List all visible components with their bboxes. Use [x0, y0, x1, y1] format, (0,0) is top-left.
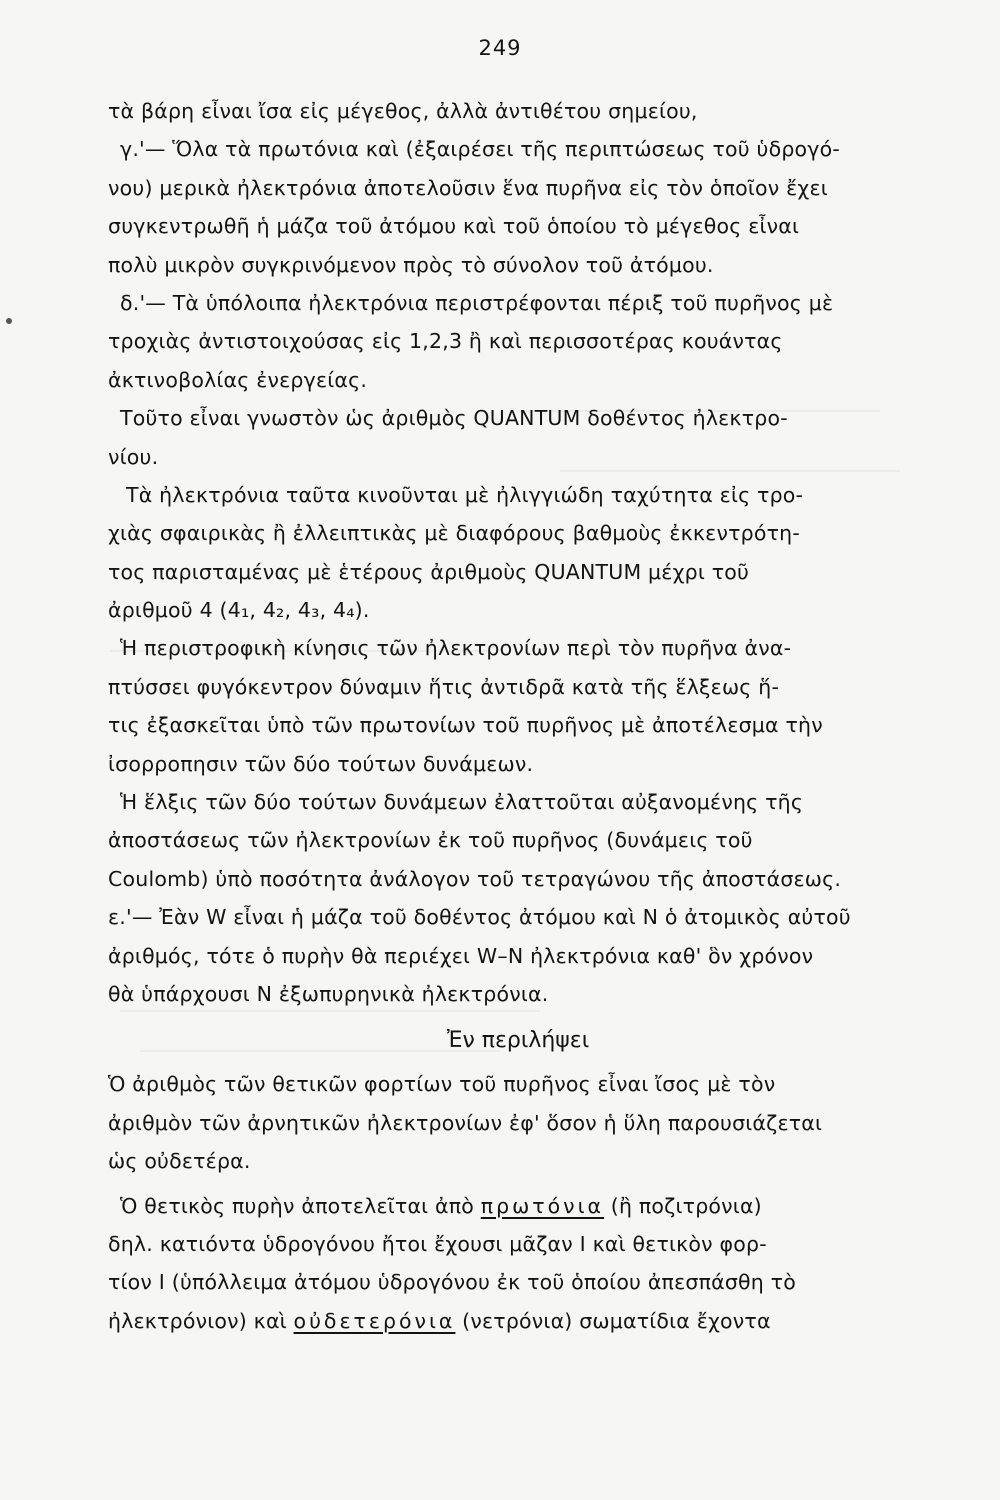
text-line: ἀριθμοῦ 4 (4₁, 4₂, 4₃, 4₄). [108, 598, 370, 623]
text-line: συγκεντρωθῆ ἡ μάζα τοῦ ἀτόμου καὶ τοῦ ὁποίου τὸ μέγεθος εἶναι [108, 214, 800, 239]
final-line: δηλ. κατιόντα ὑδρογόνου ἤτοι ἔχουσι μᾶζαν I καὶ θετικὸν φορ- [108, 1231, 767, 1256]
text-line: Coulomb) ὑπὸ ποσότητα ἀνάλογον τοῦ τετραγώνου τῆς ἀποστάσεως. [108, 866, 842, 891]
underlined-term-protonia: πρωτόνια [480, 1193, 605, 1218]
text-line: χιὰς σφαιρικὰς ἢ ἐλλειπτικὰς μὲ διαφόρους βαθμοὺς ἐκκεντρότη- [108, 521, 800, 546]
page-number: 249 [478, 36, 522, 60]
text-line: τις ἐξασκεῖται ὑπὸ τῶν πρωτονίων τοῦ πυρῆνος μὲ ἀποτέλεσμα τὴν [108, 713, 823, 738]
text-line: Ἡ περιστροφικὴ κίνησις τῶν ἠλεκτρονίων περὶ τὸν πυρῆνα ἀνα- [120, 636, 792, 661]
text-line: γ.'— Ὅλα τὰ πρωτόνια καὶ (ἐξαιρέσει τῆς περιπτώσεως τοῦ ὑδρογό- [120, 137, 840, 162]
final-line-text: (νετρόνια) σωματίδια ἔχοντα [462, 1308, 771, 1333]
final-line-text: (ἢ ποζιτρόνια) [610, 1193, 762, 1218]
text-line: ἀκτινοβολίας ἐνεργείας. [108, 367, 368, 392]
text-line: ε.'— Ἐὰν W εἶναι ἡ μάζα τοῦ δοθέντος ἀτόμου καὶ N ὁ ἀτομικὸς αὐτοῦ [108, 905, 851, 930]
text-line: τὰ βάρη εἶναι ἴσα εἰς μέγεθος, ἀλλὰ ἀντιθέτου σημείου, [108, 99, 698, 123]
text-line: θὰ ὑπάρχουσι N ἐξωπυρηνικὰ ἠλεκτρόνια. [108, 981, 549, 1006]
text-line: ἰσορροπησιν τῶν δύο τούτων δυνάμεων. [108, 751, 534, 776]
final-line-text: Ὁ θετικὸς πυρὴν ἀποτελεῖται ἀπὸ [120, 1193, 475, 1218]
final-line: τίον I (ὑπόλλειμα ἀτόμου ὑδρογόνου ἐκ τοῦ ὁποίου ἀπεσπάσθη τὸ [108, 1270, 796, 1295]
text-line: ἀριθμός, τότε ὁ πυρὴν θὰ περιέχει W–N ἠλεκτρόνια καθ' ὃν χρόνον [108, 943, 814, 968]
summary-line: Ὁ ἀριθμὸς τῶν θετικῶν φορτίων τοῦ πυρῆνος εἶναι ἴσος μὲ τὸν [108, 1072, 776, 1097]
text-line: Τὰ ἠλεκτρόνια ταῦτα κινοῦνται μὲ ἠλιγγιώδη ταχύτητα εἰς τρο- [126, 482, 804, 507]
text-line: Ἡ ἕλξις τῶν δύο τούτων δυνάμεων ἐλαττοῦται αὐξανομένης τῆς [120, 790, 804, 815]
final-line-text: ἠλεκτρόνιον) καὶ [108, 1308, 287, 1333]
text-line: νου) μερικὰ ἠλεκτρόνια ἀποτελοῦσιν ἕνα πυρῆνα εἰς τὸν ὁποῖον ἔχει [108, 175, 828, 200]
text-line: ἀποστάσεως τῶν ἠλεκτρονίων ἐκ τοῦ πυρῆνος (δυνάμεις τοῦ [108, 828, 753, 853]
summary-line: ἀριθμὸν τῶν ἀρνητικῶν ἠλεκτρονίων ἐφ' ὅσον ἡ ὕλη παρουσιάζεται [108, 1110, 823, 1135]
margin-dot [6, 318, 12, 324]
text-line: τροχιὰς ἀντιστοιχούσας εἰς 1,2,3 ἢ καὶ περισσοτέρας κουάντας [108, 329, 783, 354]
final-line [108, 1187, 928, 1225]
summary-line: ὡς οὐδετέρα. [108, 1149, 251, 1174]
text-line: πολὺ μικρὸν συγκρινόμενον πρὸς τὸ σύνολον τοῦ ἀτόμου. [108, 252, 714, 277]
text-line: νίου. [108, 444, 159, 469]
text-line: δ.'— Τὰ ὑπόλοιπα ἠλεκτρόνια περιστρέφονται πέριξ τοῦ πυρῆνος μὲ [120, 290, 834, 315]
text-line: πτύσσει φυγόκεντρον δύναμιν ἥτις ἀντιδρᾶ κατὰ τῆς ἕλξεως ἥ- [108, 674, 780, 699]
text-line: Τοῦτο εἶναι γνωστὸν ὡς ἀριθμὸς QUANTUM δοθέντος ἠλεκτρο- [120, 406, 788, 431]
final-line [108, 1302, 928, 1340]
underlined-term-oudeteronia: οὐδετερόνια [293, 1308, 456, 1333]
text-line: τος παρισταμένας μὲ ἑτέρους ἀριθμοὺς QUANTUM μέχρι τοῦ [108, 559, 750, 584]
section-heading: Ἐν περιλήψει [446, 1028, 590, 1054]
handwritten-text-block [108, 92, 928, 1340]
